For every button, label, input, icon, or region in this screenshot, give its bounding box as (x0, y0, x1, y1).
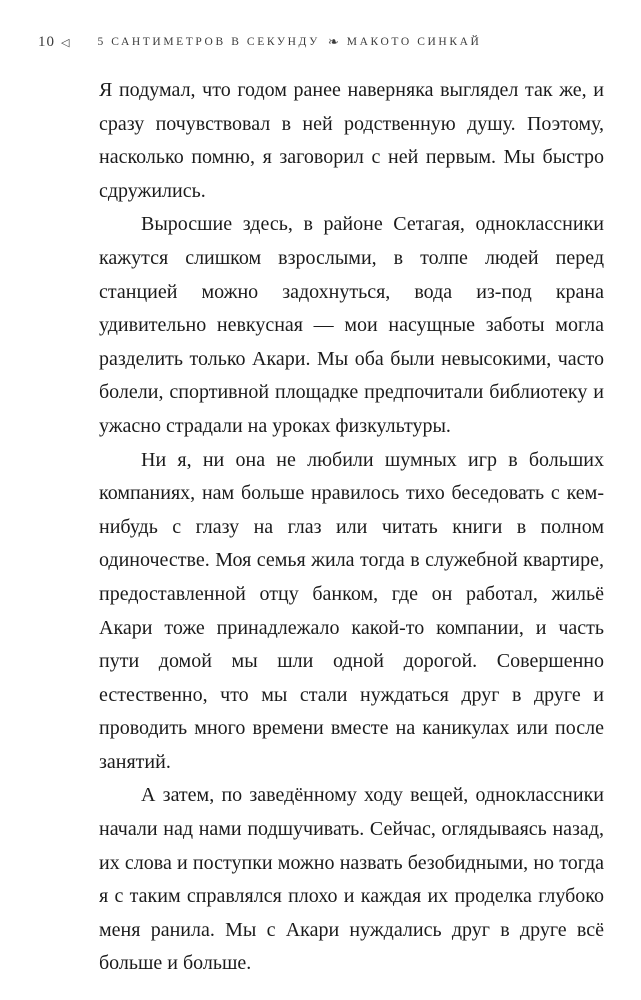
book-title: 5 САНТИМЕТРОВ В СЕКУНДУ (97, 36, 320, 48)
paragraph: Ни я, ни она не любили шумных игр в больших компаниях, нам больше нравилось тихо беседовать с кем-нибудь с глазу на глаз или читать книги в полном одиночестве. Моя семья жила тогда в служебной квартире, предоставленной отцу банком, где он работал, жильё Акари тоже принадлежало какой-то компании, и часть пути домой мы шли одной дорогой. Совершенно естественно, что мы стали нуждаться друг в друге и проводить много времени вместе на каникулах или после занятий. (99, 448, 604, 773)
running-head (38, 33, 481, 51)
page-number: 10 (38, 33, 55, 50)
triangle-marker-icon: ◁ (61, 36, 70, 49)
leaf-ornament-icon: ❧ (327, 34, 339, 49)
paragraph: Я подумал, что годом ранее наверняка выглядел так же, и сразу почувствовал в ней родственную душу. Поэтому, насколько помню, я заговорил с ней первым. Мы быстро сдружились. (99, 79, 604, 202)
author-name: МАКОТО СИНКАЙ (346, 36, 482, 48)
body-text (99, 74, 604, 981)
paragraph: Выросшие здесь, в районе Сетагая, одноклассники кажутся слишком взрослыми, в толпе людей перед станцией можно задохнуться, вода из-под крана удивительно невкусная — мои насущные заботы могла разделить только Акари. Мы оба были невысокими, часто болели, спортивной площадке предпочитали библиотеку и ужасно страдали на уроках физкультуры. (99, 213, 604, 437)
paragraph: А затем, по заведённому ходу вещей, одноклассники начали над нами подшучивать. Сейчас, оглядываясь назад, их слова и поступки можно назвать безобидными, но тогда я с таким справлялся плохо и каждая их проделка глубоко меня ранила. Мы с Акари нуждались друг в друге всё больше и больше. (99, 784, 604, 975)
